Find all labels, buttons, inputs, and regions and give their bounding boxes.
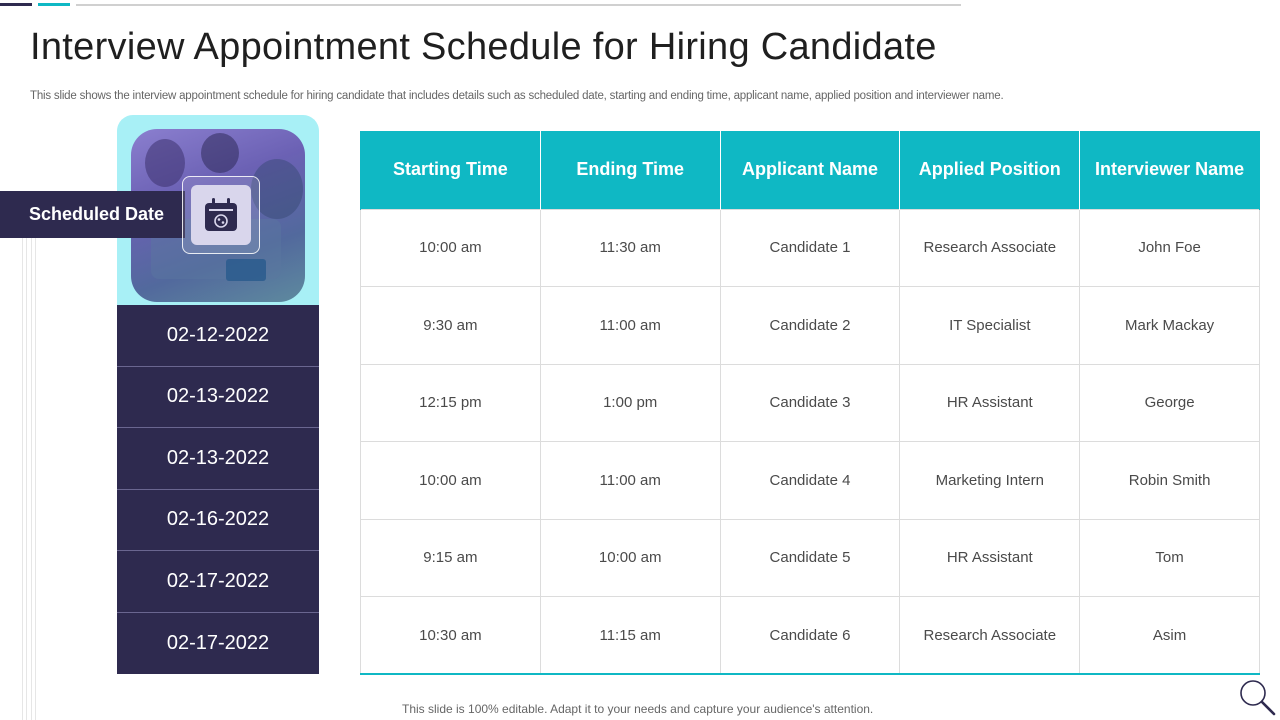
cell-applied-position: IT Specialist [900,287,1080,365]
cell-interviewer-name: Robin Smith [1080,442,1260,520]
header-applicant-name: Applicant Name [720,131,900,209]
top-accent-dark [0,3,32,6]
top-accent-line [76,4,961,6]
cell-starting-time: 9:15 am [361,519,541,597]
page-subtitle: This slide shows the interview appointment schedule for hiring candidate that includes details such as scheduled date, starting and ending time, applicant name, applied position and interviewer name. [30,90,1004,102]
header-interviewer-name: Interviewer Name [1080,131,1260,209]
table-row [361,287,1260,365]
cell-applied-position: Marketing Intern [900,442,1080,520]
cell-applicant-name: Candidate 5 [720,519,900,597]
footer-note: This slide is 100% editable. Adapt it to your needs and capture your audience's attention. [402,702,874,716]
schedule-table-wrap [360,131,1261,675]
date-cell: 02-17-2022 [117,551,319,613]
cell-applicant-name: Candidate 6 [720,597,900,675]
table-row [361,519,1260,597]
schedule-table [360,131,1260,675]
cell-applicant-name: Candidate 1 [720,209,900,287]
cell-interviewer-name: John Foe [1080,209,1260,287]
cell-interviewer-name: George [1080,364,1260,442]
cell-starting-time: 10:00 am [361,209,541,287]
cell-ending-time: 1:00 pm [540,364,720,442]
date-cell: 02-16-2022 [117,490,319,552]
header-ending-time: Ending Time [540,131,720,209]
cell-applied-position: HR Assistant [900,519,1080,597]
cell-ending-time: 11:30 am [540,209,720,287]
cell-ending-time: 10:00 am [540,519,720,597]
cell-applied-position: HR Assistant [900,364,1080,442]
cell-starting-time: 10:30 am [361,597,541,675]
cell-starting-time: 10:00 am [361,442,541,520]
cell-starting-time: 9:30 am [361,287,541,365]
cell-ending-time: 11:00 am [540,287,720,365]
header-starting-time: Starting Time [361,131,541,209]
decorative-lines [22,235,36,720]
date-cell: 02-17-2022 [117,613,319,675]
top-accent-teal [38,3,70,6]
cell-applicant-name: Candidate 4 [720,442,900,520]
scheduled-date-label: Scheduled Date [0,191,185,238]
date-cell: 02-12-2022 [117,305,319,367]
cell-applicant-name: Candidate 3 [720,364,900,442]
cell-interviewer-name: Mark Mackay [1080,287,1260,365]
calendar-icon-box [182,176,260,254]
cell-starting-time: 12:15 pm [361,364,541,442]
cell-applied-position: Research Associate [900,597,1080,675]
table-row [361,597,1260,675]
cell-interviewer-name: Asim [1080,597,1260,675]
table-row [361,209,1260,287]
header-applied-position: Applied Position [900,131,1080,209]
date-cell: 02-13-2022 [117,428,319,490]
table-row [361,364,1260,442]
cell-interviewer-name: Tom [1080,519,1260,597]
calendar-icon [201,195,241,235]
magnifier-icon[interactable] [1237,677,1277,717]
cell-ending-time: 11:00 am [540,442,720,520]
cell-applied-position: Research Associate [900,209,1080,287]
table-row [361,442,1260,520]
scheduled-date-column [117,305,319,674]
cell-applicant-name: Candidate 2 [720,287,900,365]
table-header-row [361,131,1260,209]
date-cell: 02-13-2022 [117,367,319,429]
page-title: Interview Appointment Schedule for Hiring Candidate [30,26,937,68]
cell-ending-time: 11:15 am [540,597,720,675]
